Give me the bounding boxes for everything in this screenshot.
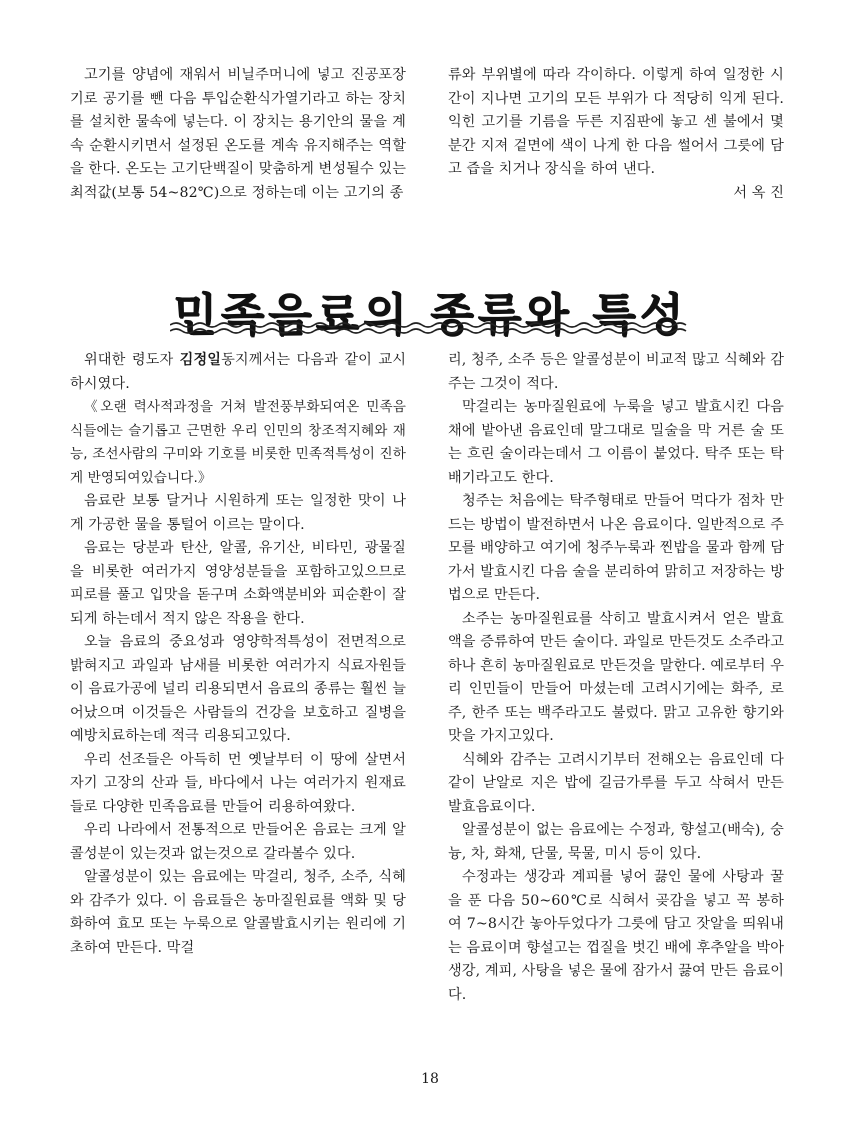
body-paragraph: 리, 청주, 소주 등은 알콜성분이 비교적 많고 식혜와 감주는 그것이 적다. [448,352,785,392]
article-author: 서 옥 진 [733,184,784,201]
top-right-paragraph: 류와 부위별에 따라 각이하다. 이렇게 하여 일정한 시간이 지나면 고기의 모든 부위가 다 적당히 익게 된다. 익힌 고기를 기름을 두른 지짐판에 놓고 센 불에서 몇분간 지져 겉면에 색이 나게 한 다음 썰어서 그릇에 담고 즙을 치거나 장식을 하여 낸다. [448,67,784,177]
body-paragraph: 오늘 음료의 중요성과 영양학적특성이 전면적으로 밝혀지고 과일과 남새를 비롯한 여러가지 식료자원들이 음료가공에 널리 리용되면서 음료의 종류는 훨씬 늘어났으며 이것들은 사람들의 건강을 보호하고 질병을 예방치료하는데 적극 리용되고있다. [70,634,406,744]
intro-paragraph [70,349,406,396]
leader-name: 김정일 [179,352,222,368]
body-paragraph: 수정과는 생강과 계피를 넣어 끓인 물에 사탕과 꿀을 푼 다음 50~60℃로 식혀서 곶감을 넣고 꼭 봉하여 7~8시간 놓아두었다가 그릇에 담고 잣알을 띄워내는 음료이며 향설고는 껍질을 벗긴 배에 후추알을 박아 생강, 계피, 사탕을 넣은 물에 잠가서 끓여 만든 음료이다. [448,869,785,1003]
body-paragraph: 우리 선조들은 아득히 먼 옛날부터 이 땅에 살면서 자기 고장의 산과 들, 바다에서 나는 여러가지 원재료들로 다양한 민족음료를 만들어 리용하여왔다. [70,751,406,815]
intro-text-after: 동지께서는 다음과 같이 교시하시였다. [70,352,406,392]
title-wave-underline [170,320,690,336]
body-paragraph: 우리 나라에서 전통적으로 만들어온 음료는 크게 알콜성분이 있는것과 없는것으로 갈라볼수 있다. [70,822,406,862]
body-right-column [448,349,784,1007]
article-title: 민족음료의 종류와 특성 [172,288,688,341]
body-paragraph: 소주는 농마질원료를 삭히고 발효시켜서 얻은 발효액을 증류하여 만든 술이다. 과일로 만든것도 소주라고 하나 흔히 농마질원료로 만든것을 말한다. 예로부터 우리 인민들이 만들어 마셨는데 고려시기에는 화주, 로주, 한주 또는 백주라고도 불렀다. 맑고 고유한 향기와 맛을 가지고있다. [448,610,784,744]
intro-text-before: 위대한 령도자 [84,352,180,368]
body-left-column [70,349,406,960]
page-number: 18 [421,1071,439,1087]
top-right-column [448,64,784,205]
body-paragraph: 음료란 보통 달거나 시원하게 또는 일정한 맛이 나게 가공한 물을 통털어 이르는 말이다. [70,493,406,533]
top-left-paragraph: 고기를 양념에 재워서 비닐주머니에 넣고 진공포장기로 공기를 뺀 다음 투입순환식가열기라고 하는 장치를 설치한 물속에 넣는다. 이 장치는 용기안의 물을 계속 순환시키면서 설정된 온도를 계속 유지해주는 역할을 한다. 온도는 고기단백질이 맞춤하게 변성될수 있는 최적값(보통 54~82℃)으로 정하는데 이는 고기의 종 [70,67,406,201]
body-paragraph: 식혜와 감주는 고려시기부터 전해오는 음료인데 다같이 낟알로 지은 밥에 길금가루를 두고 삭혀서 만든 발효음료이다. [448,751,784,815]
body-paragraph: 알콜성분이 없는 음료에는 수정과, 향설고(배숙), 숭늉, 차, 화채, 단물, 묵물, 미시 등이 있다. [448,822,784,862]
body-paragraph: 청주는 처음에는 탁주형태로 만들어 먹다가 점차 만드는 방법이 발전하면서 나온 음료이다. 일반적으로 주모를 배양하고 여기에 청주누룩과 찐밥을 물과 함께 담가서 발효시킨 다음 술을 분리하여 맑히고 저장하는 방법으로 만든다. [448,493,784,603]
body-paragraph: 알콜성분이 있는 음료에는 막걸리, 청주, 소주, 식혜와 감주가 있다. 이 음료들은 농마질원료를 액화 및 당화하여 효모 또는 누룩으로 알콜발효시키는 원리에 기초하여 만든다. 막걸 [70,869,406,956]
body-paragraph: 막걸리는 농마질원료에 누룩을 넣고 발효시킨 다음 채에 밭아낸 음료인데 말그대로 밀술을 막 거른 술 또는 흐린 술이라는데서 그 이름이 붙었다. 탁주 또는 탁배기라고도 한다. [448,399,784,486]
body-paragraph: 음료는 당분과 탄산, 알콜, 유기산, 비타민, 광물질을 비롯한 여러가지 영양성분들을 포함하고있으므로 피로를 풀고 입맛을 돋구며 소화액분비와 피순환이 잘되게 하는데서 적지 않은 작용을 한다. [70,540,406,627]
top-left-column [70,64,406,205]
quotation: 《오랜 력사적과정을 거쳐 발전풍부화되여온 민족음식들에는 슬기롭고 근면한 우리 인민의 창조적지혜와 재능, 조선사람의 구미와 기호를 비롯한 민족적특성이 진하게 반영되여있습니다.》 [70,399,406,486]
